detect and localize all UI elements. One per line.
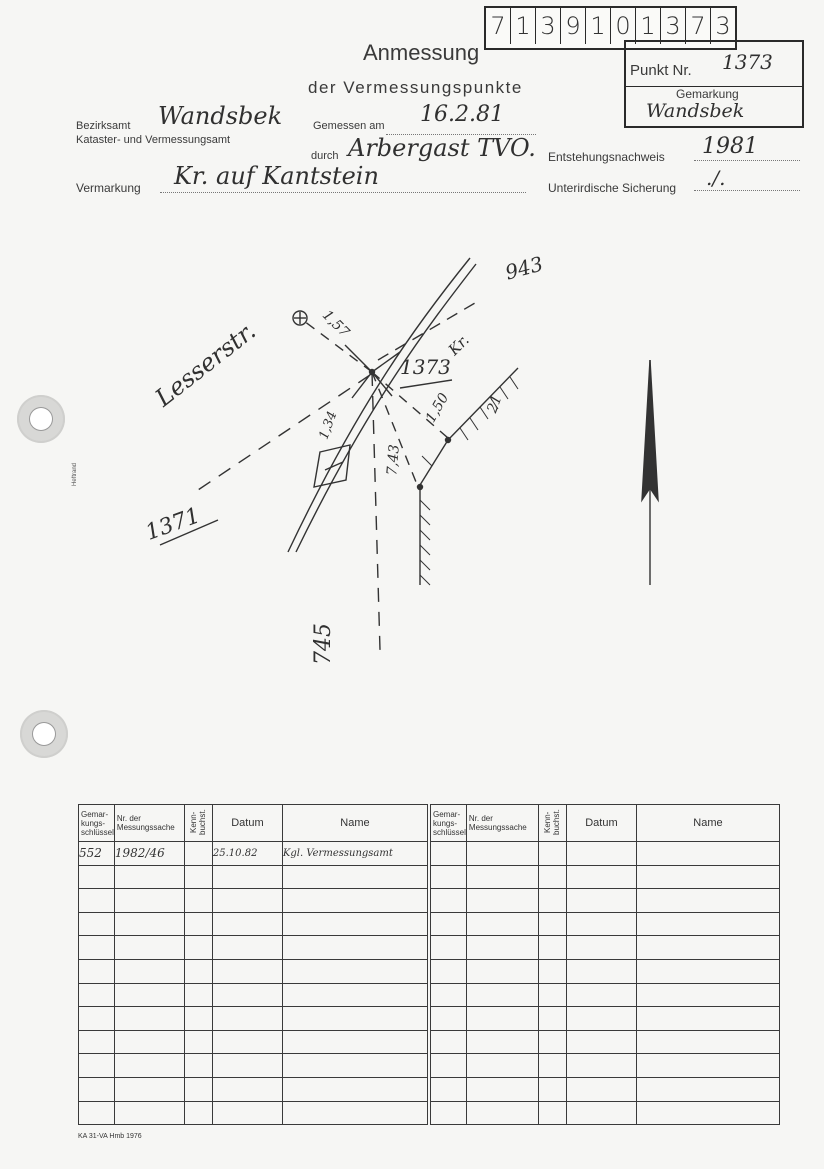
header-name: Name — [282, 805, 427, 842]
table-row — [79, 912, 428, 936]
register-table-left — [78, 804, 428, 1125]
table-row — [431, 1007, 780, 1031]
table-row — [431, 912, 780, 936]
survey-point — [370, 370, 375, 375]
table-row — [79, 889, 428, 913]
cell-datum: 25.10.82 — [212, 842, 282, 866]
table-row — [431, 889, 780, 913]
id-digit: 7 — [486, 8, 511, 44]
bezirksamt-label: Bezirksamt — [76, 120, 131, 132]
table-header-row — [431, 805, 780, 842]
ray-line — [352, 372, 372, 398]
header-datum: Datum — [212, 805, 282, 842]
point-1371: 1371 — [142, 503, 204, 546]
table-row — [431, 842, 780, 866]
id-digit: 3 — [715, 12, 731, 40]
header-kennbuchst-text: Kenn-buchst. — [543, 809, 562, 835]
unterirdisch-value: ./. — [706, 166, 726, 190]
table-row — [79, 1007, 428, 1031]
cell-gemarkung: 552 — [79, 842, 115, 866]
distance-21: 21 — [484, 392, 506, 416]
id-digit: 1 — [636, 8, 661, 44]
form-subtitle: der Vermessungspunkte — [308, 78, 523, 97]
table-row — [79, 865, 428, 889]
id-digit: 1 — [586, 8, 611, 44]
header-gemarkungsschluessel: Gemar-kungs-schlüssel — [431, 805, 467, 842]
distance-134: 1,34 — [316, 409, 341, 442]
punkt-label: Punkt Nr. — [630, 62, 692, 79]
gemarkung-value: Wandsbek — [646, 100, 745, 122]
street-label: Lesserstr. — [150, 316, 261, 413]
entstehung-value: 1981 — [702, 134, 758, 159]
vermarkung-value: Kr. auf Kantstein — [174, 162, 379, 190]
id-digit: 3 — [661, 8, 686, 44]
vermarkung-label: Vermarkung — [76, 181, 141, 195]
north-arrow-head — [642, 360, 658, 500]
table-row — [79, 1030, 428, 1054]
heftrand-label: Heftrand — [72, 462, 78, 486]
header-kennbuchst — [184, 805, 212, 842]
cell-kennbuchst — [184, 842, 212, 866]
table-row — [79, 1101, 428, 1125]
form-title: Anmessung — [363, 40, 480, 65]
gemessen-value: 16.2.81 — [420, 102, 504, 127]
distance-743: 7,43 — [384, 443, 403, 477]
punkt-value: 1373 — [722, 50, 773, 74]
form-footer: KA 31-VA Hmb 1976 — [78, 1133, 142, 1140]
id-digit: 1 — [511, 8, 536, 44]
measure-line — [195, 375, 370, 492]
register-table-right — [430, 804, 780, 1125]
entstehung-label: Entstehungsnachweis — [548, 150, 665, 164]
bezirksamt-value: Wandsbek — [158, 102, 283, 130]
id-digit: 9 — [561, 8, 586, 44]
building-edge — [420, 440, 448, 485]
underline — [400, 380, 452, 388]
kr-label: Kr. — [444, 331, 473, 359]
table-row — [431, 1030, 780, 1054]
table-row — [79, 936, 428, 960]
table-row — [431, 1077, 780, 1101]
id-digit: 3 — [536, 8, 561, 44]
survey-point — [446, 438, 451, 443]
distance-157: 1,57 — [318, 307, 353, 341]
header-gemarkungsschluessel: Gemar-kungs-schlüssel — [79, 805, 115, 842]
durch-value: Arbergast TVO. — [348, 134, 536, 162]
building-edge — [448, 368, 518, 440]
survey-point — [418, 485, 423, 490]
gemarkung-label: Gemarkung — [676, 87, 739, 101]
cell-name: Kgl. Vermessungsamt — [282, 842, 427, 866]
table-row — [79, 842, 428, 866]
id-digit: 7 — [686, 8, 711, 44]
table-row — [431, 936, 780, 960]
distance-150: 1,50 — [422, 390, 453, 426]
measure-line — [372, 372, 380, 650]
gemessen-label: Gemessen am — [313, 120, 385, 132]
id-digit: 0 — [611, 8, 636, 44]
unterirdisch-label: Unterirdische Sicherung — [548, 181, 677, 195]
table-row — [79, 959, 428, 983]
header-kennbuchst — [538, 805, 566, 842]
header-kennbuchst-text: Kenn-buchst. — [189, 809, 208, 835]
header-name: Name — [636, 805, 779, 842]
durch-label: durch — [311, 150, 339, 162]
header-messungssache: Nr. der Messungssache — [466, 805, 538, 842]
header-datum: Datum — [566, 805, 636, 842]
table-row — [79, 983, 428, 1007]
table-row — [79, 1054, 428, 1078]
table-row — [431, 1054, 780, 1078]
table-row — [431, 959, 780, 983]
table-row — [431, 1101, 780, 1125]
point-943: 943 — [502, 251, 546, 285]
table-row — [431, 983, 780, 1007]
kataster-label: Kataster- und Vermessungsamt — [76, 134, 231, 146]
table-header-row — [79, 805, 428, 842]
table-row — [431, 865, 780, 889]
header-messungssache: Nr. der Messungssache — [114, 805, 184, 842]
cell-messungssache: 1982/46 — [114, 842, 184, 866]
ray-line — [345, 345, 372, 372]
point-745: 745 — [311, 623, 336, 665]
table-row — [79, 1077, 428, 1101]
point-1373: 1373 — [400, 355, 451, 379]
